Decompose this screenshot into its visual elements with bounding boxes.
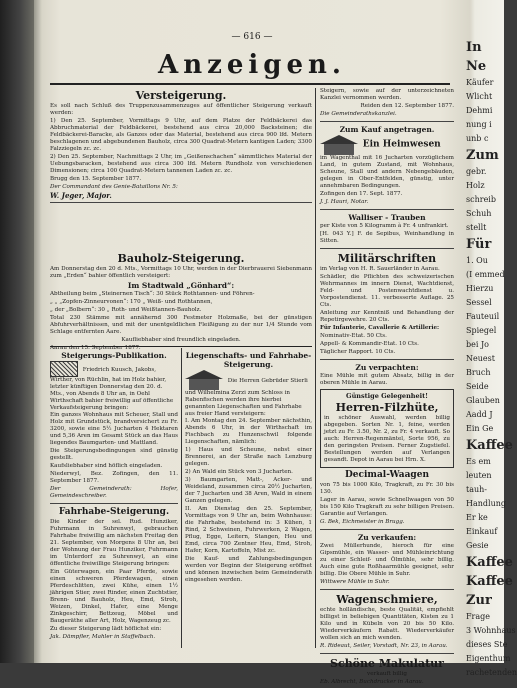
ad-date: Niederwyl, Bez. Zofingen, den 11. September 1877. <box>50 471 178 484</box>
facing-page-fragment: nung i <box>466 120 492 129</box>
ad-text: Die Kauf- und Zahlungsbedingungen werden vor Beginn der Steigerung eröffnet und können inzwischen beim Gemeinderath eingesehen werden. <box>185 556 312 583</box>
facing-page-edge <box>466 0 517 677</box>
column-divider <box>181 348 182 648</box>
ad-text: echte holländische, beste Qualität, empfiehlt billigst in beliebigen Quantitäten, Kisten zu 1 Kilo und in Kübeln von 20 bis 50 Kilo. Wiederverkäufern Rabatt. Wiederverkäufer wollen sich an mich wenden. <box>320 607 454 641</box>
ad-title: Zum Kauf angetragen. <box>339 125 435 134</box>
facing-page-fragment: Es em <box>466 457 491 466</box>
ad-title: Steigerungs-Publikation. <box>61 351 167 360</box>
facing-page-fragment: stellt <box>466 223 487 232</box>
page-number: — 616 — <box>231 32 273 42</box>
facing-page-fragment: Wlicht <box>466 92 493 101</box>
ad-text: [H. 043 Y.] F. de Sepibus, Weinhandlung in Sitten. <box>320 231 454 244</box>
ad-date: Reiden den 12. September 1877. <box>360 103 454 109</box>
ad-title: Fahrhabe-Steigerung. <box>58 507 170 517</box>
facing-page-fragment: Holz <box>466 181 485 190</box>
ad-signer: Der Commandant des Genie-Bataillons Nr. 5: <box>50 184 178 190</box>
ad-top <box>320 88 454 118</box>
ad-text: II. Am Dienstag den 25. September, Vormittags von 9 Uhr an, beim Wohnhause: die Fahrhabe, bestehend in: 3 Kühen, 1 Rind, 2 Schweinen, Fuhrwerken, 2 Wagen, Pflug, Egge, Leitern, Stangen, Heu und Emd, circa 700 Zentner Heu, Emd, Stroh, Hafer, Korn, Kartoffeln, Mist zc. <box>185 506 312 554</box>
ad-signature: Eb. Albrecht, Buchdrucker in Aarau. <box>320 679 424 685</box>
ad-text: Anleitung zur Kenntniß und Behandlung der Repetirgewehre. 20 Cts. <box>320 310 454 323</box>
facing-page-fragment: Eigenthum <box>466 654 511 663</box>
ad-militaer <box>320 252 454 356</box>
house-icon <box>320 135 358 155</box>
ad-text: 3) Baumgarten, Matt-, Acker- und Weideland, zusammen circa 20½ Jucharten, der 7 Jucharten und 38 Aren, Wald in einem Ganzen gelegen. <box>185 477 312 504</box>
ad-text: im Verlag von H. R. Sauerländer in Aarau. <box>320 266 440 272</box>
ad-text: Täglicher Rapport. 10 Cts. <box>320 349 396 355</box>
ad-text: Am Donnerstag den 20 d. Mts., Vormittags 10 Uhr, werden in der Dierbrauerei Siebenmann zum „Erden“ bahier öffentlich versteigert: <box>50 266 312 279</box>
ad-title: Bauholz-Steigerung. <box>117 252 245 265</box>
facing-page-fragment: 3 Wohnhaus <box>466 626 516 635</box>
facing-page-fragment: In <box>466 40 482 55</box>
ad-text: Für Infanterie, Cavallerie & Artillerie: <box>320 325 440 331</box>
ad-verkaufen <box>320 533 454 586</box>
ad-line: Total 230 Stämme mit annähernd 300 Festmeter Holzmaße, bei der günstigen Abfuhrverhältnissen, und mit der unentgeldlichen Fleißigung zu der nur 1/4 Stunde vom Schlage entfernten Aare. <box>50 315 312 335</box>
ad-date: Brugg den 15. September 1877. <box>50 176 142 182</box>
ad-signature: R. Rideaut, Seiler, Vorstadt, Nr. 23, in Aarau. <box>320 643 448 649</box>
ad-text: Zwei Müllerhunde, hieroch für eine Gipsmühle, ein Wasser- und Mühleinrichtung zu einer Schleif- und Ölmühle, sehr billig. Auch eine gute Roßhaarmühle geeignet, sehr billig. Die Obere Mühle in Suhr. <box>320 543 454 577</box>
ad-title: Liegenschafts- und Fahrhabe-Steigerung. <box>185 351 312 369</box>
facing-page-fragment: Schuh <box>466 209 492 218</box>
facing-page-fragment: Sessel <box>466 298 492 307</box>
ad-text: Lager in Aarau, sowie Schnellwaagen von 50 bis 150 Kilo Tragkraft zu sehr billigen Preisen. Garantie auf Verlangen. <box>320 497 454 517</box>
ad-verpachten <box>320 363 454 387</box>
facing-page-fragment: Aadd J <box>466 410 493 419</box>
ad-versteigerung <box>50 88 312 206</box>
ad-subtitle: Ein Heimwesen <box>362 139 441 150</box>
house-icon <box>185 370 223 390</box>
ad-text: Kaufsliebhaber sind höflich eingeladen. <box>50 463 163 469</box>
ad-text: Schädler, die Pflichten des schweizerischen Wehrmannes im innern Dienst, Wachtdienst, Feld- und Postenwachtdienst u. Vorpostendienst. 11. verbesserte Auflage. 25 Cts. <box>320 274 454 308</box>
facing-page-fragment: Kaffee <box>466 555 513 570</box>
ad-signature: Wittwere Mühle in Suhr. <box>320 579 390 585</box>
ad-signature: W. Jeger, Major. <box>50 191 112 200</box>
ad-subtitle: Im Stadtwald „Gönhard“: <box>127 281 235 290</box>
title-rule <box>50 83 450 85</box>
ad-decimal <box>320 470 454 526</box>
ad-gelegenheit <box>320 389 454 468</box>
ad-text: im Wagenthal mit 16 Jucharten vorzüglichem Land, in gutem Zustand, mit Wohnhaus, Scheune, Stall und andern Nebengebäuden, gelegen in Ober-Entfelden, günstig, unter annehmbaren Bedingungen. <box>320 155 454 189</box>
ad-kauf <box>320 125 454 206</box>
facing-page-fragment: Handlung <box>466 499 507 508</box>
ad-text: 1) Haus und Scheune, nebst einer Brennerei, an der Straße nach Lenzburg gelegen. <box>185 447 312 467</box>
facing-page-fragment: Zum <box>466 148 499 163</box>
facing-page-fragment: Neuest <box>466 354 495 363</box>
facing-page-fragment: Er ke <box>466 513 488 522</box>
ad-publikation <box>50 350 178 642</box>
ad-text: 2) Den 25. September, Nachmittags 2 Uhr, im „Geißenschachen“ sämmtliches Material der Uebungsbaracken, bestehend aus circa 300 lfd. Metern Rundholz von verschiedenen Dimensionen; circa 100 Quadrat-Metern tannenen Laden zc. zc. <box>50 154 312 174</box>
ad-signature: Der Gemeinderath: Hofer, Gemeindeschreiber. <box>50 486 178 499</box>
ad-text: von 75 bis 1000 Kilo, Tragkraft, zu Fr. 30 bis 130. <box>320 482 454 495</box>
facing-page-fragment: Bruch <box>466 368 491 377</box>
page-title: Anzeigen. <box>158 50 346 80</box>
ad-title: Militärschriften <box>337 252 437 265</box>
facing-page-fragment: Käufer <box>466 78 494 87</box>
facing-page-fragment: dieses Ste <box>466 640 508 649</box>
ad-text: Friedrich Kuusch, Jakobs, Wirther, von Rüchlin, hat im Holz bahier, letzter künftigen Donnerstag den 20. d. Mts., von Abends 8 Uhr an, in Oehl Wirthschaft bahier freiwillig auf öffentliche Verkaufsteigerung bringen: <box>50 366 174 411</box>
ad-signature: G. Bek, Eichmeister in Brugg. <box>320 519 405 525</box>
ad-text: Die Steigerungsbedingungen sind günstig gestellt. <box>50 448 178 461</box>
facing-page-fragment: gebr. <box>466 167 487 176</box>
facing-page-fragment: Einkauf <box>466 527 498 536</box>
facing-page-fragment: Fauteuil <box>466 312 500 321</box>
facing-page-fragment: Kaffee <box>466 438 513 453</box>
ad-text: Nominativ-Etat. 50 Cts. <box>320 333 387 339</box>
ad-text: 2) An Wald ein Stück von 3 Jucharten. <box>185 469 293 475</box>
ad-text: Die Herren Gebrüder Stierli und Wilhelmina Zerzi zum Schloss in Rabenfischen werden ihre hierbei genannten Liegenschaften und Fahrhabe aus freier Hand versteigern: <box>185 377 308 417</box>
ad-makulatur <box>320 657 454 686</box>
facing-page-fragment: Spiegel <box>466 326 497 335</box>
ad-text: verkauft billig <box>367 671 407 677</box>
ad-banner: Günstige Gelegenheit! <box>346 392 428 400</box>
ad-signature: Jak. Dämpfler, Mahler in Staffelbach. <box>50 634 156 640</box>
facing-page-fragment: bei Jo <box>466 340 489 349</box>
ad-line: „ „ „Zopfen-Zinneurvonen“: 170 „ Weiß- und Rothtannen, <box>50 299 213 305</box>
ad-text: Ein Güterwagen, ein Paar Pferde, sowie einen schweren Pferdewagen, einen Pferdeschlitten, zwei Kühe, einen 1½ jährigen Stier, zwei Rinder, einen Zuchtstier, Brenn- und Bauholz, Heu, Emd, Stroh, Weizen, Dinkel, Hafer, eine Menge Zinkgeschirr, Bettzeug, Möbel und Baugeräthe aller Art, Holz, Wagenzeug zc. <box>50 569 178 624</box>
ad-text: Ein ganzes Wohnhaus mit Scheuer, Stall und Holz mit Grundstück, brandversichert zu Fr. 3200, sowie eine 5½ Jucharten 4 Hektaren und 5,36 Aren im Gesamt Stück an das Haus liegendes Baumgarten- und Mattland. <box>50 412 178 446</box>
ad-signature: Die Gemeinderathskanzlei. <box>320 111 397 117</box>
ad-walliser <box>320 213 454 245</box>
facing-page-fragment: Ne <box>466 59 487 74</box>
ad-line: Kaufliebhaber sind freundlich eingeladen. <box>121 337 241 343</box>
ad-text: Eine Mühle mit gutem Absatz, billig in der oberen Mühle in Aarau. <box>320 373 454 386</box>
facing-page-fragment: Seide <box>466 382 489 391</box>
ad-date: Zofingen den 17. Sept. 1877. <box>320 191 403 197</box>
facing-page-fragment: Zur <box>466 593 492 608</box>
ad-text: Steigern, sowie auf der unterzeichneten Kanzlei vernommen werden. <box>320 88 454 101</box>
ad-date: Aarau den 15. September 1877. <box>50 345 141 351</box>
ad-liegenschaft <box>185 350 312 585</box>
facing-page-fragment: 1. Ou <box>466 256 488 265</box>
ornament-icon <box>50 361 78 377</box>
ad-title: Zu verkaufen: <box>357 533 417 542</box>
ad-title: Schöne Makulatur <box>330 657 444 670</box>
facing-page-fragment: Dehmi <box>466 106 493 115</box>
facing-page-fragment: Frage <box>466 612 490 621</box>
ad-line: Abtheilung beim „Steinernen Tisch“: 30 Stück Rothtannen- und Föhren- <box>50 291 255 297</box>
facing-page-fragment: Glauben <box>466 396 500 405</box>
facing-page-fragment: Gesie <box>466 541 489 550</box>
facing-page-fragment: schreib <box>466 195 496 204</box>
facing-page-fragment: tauh- <box>466 485 487 494</box>
ad-title: Herren-Filzhüte, <box>335 401 439 414</box>
ad-text: I. Am Montag den 24. September nächsthin, Abends 6 Uhr, in der Wirthschaft im Fischbach zu Hunzenschwil folgende Liegenschaften, nämlich: <box>185 418 312 445</box>
ad-title: Wagenschmiere, <box>336 593 438 606</box>
facing-page-fragment: (I emmed <box>466 270 505 279</box>
ad-wagenschmiere <box>320 593 454 650</box>
ad-bauholz <box>50 251 312 353</box>
book-binding-shadow <box>0 0 34 663</box>
facing-page-fragment: Für <box>466 237 492 252</box>
facing-page-fragment: rachetenden <box>466 668 517 677</box>
facing-page-fragment: Hierzu <box>466 284 494 293</box>
facing-page-fragment: Kaffee <box>466 574 513 589</box>
ad-text: per Kiste von 5 Kilogramm à Fr. 4 unfrankirt. <box>320 223 449 229</box>
facing-page-fragment: Ein Ge <box>466 424 494 433</box>
facing-page-fragment: leuten <box>466 471 492 480</box>
ad-text: Es soll nach Schluß des Truppenzusammenzuges auf öffentlicher Steigerung verkauft werden: <box>50 103 312 116</box>
ad-title: Versteigerung. <box>135 89 227 102</box>
ad-text: in schöner Auswahl, werden billig abgegeben. Sorten Nr. 1, feine, werden jetzt zu Fr. 3.50, Nr. 2, zu Fr. 4 verkauft. So auch: Herren-Regenmäntel, Sorte 956, zu den geringsten Preisen. Ferner Zugstiefel. Bestellungen werden auf Verlangen gesandt. Depot in Aarau bei Hrn. X. <box>324 415 450 463</box>
ad-line: „ der „Bolbern“: 30 „ Roth- und Weißtannen-Bauholz. <box>50 307 202 313</box>
ad-signature: J. J. Hauri, Notar. <box>320 199 369 205</box>
ad-text: Die Kinder der sel. Rud. Hunziker, Fuhrmann in Suhrenwyl, gebrauchen Fahrhabe freiwillig am nächsten Freitag den 21. September, von Morgens 8 Uhr an, bei der Wohnung der Frau Hunziker, Fuhrmann im Unterdorf zu Suhrenwyl, an eine öffentliche freiwillige Steigerung bringen: <box>50 519 178 567</box>
newspaper-page <box>46 28 458 685</box>
divider <box>50 346 312 347</box>
ad-text: Appell- & Kommandir-Etat. 10 Cts. <box>320 341 419 347</box>
ad-text: 1) Den 25. September, Vormittags 9 Uhr, auf dem Platze der Feldbäckerei das Abbruchmaterial der Feldbäckerei, bestehend aus circa 20,000 Backsteinen; die Feldbäckerei-Baracke, als Ganzes oder das Material, bestehend aus circa 900 lfd. Metern beschlagenen und abgebundenen Bauholz, circa 300 Quadrat-Metern kantigen Laden; 3300 Falzziegeln zc. zc. <box>50 118 312 152</box>
column-divider <box>315 88 316 648</box>
ad-title: Decimal-Waagen <box>345 470 429 480</box>
ad-title: Walliser - Trauben <box>348 213 426 222</box>
right-column <box>320 88 454 688</box>
facing-page-fragment: unb c <box>466 134 489 143</box>
ad-text: Zu dieser Steigerung lädt höflichst ein: <box>50 626 162 632</box>
ad-title: Zu verpachten: <box>355 363 419 372</box>
